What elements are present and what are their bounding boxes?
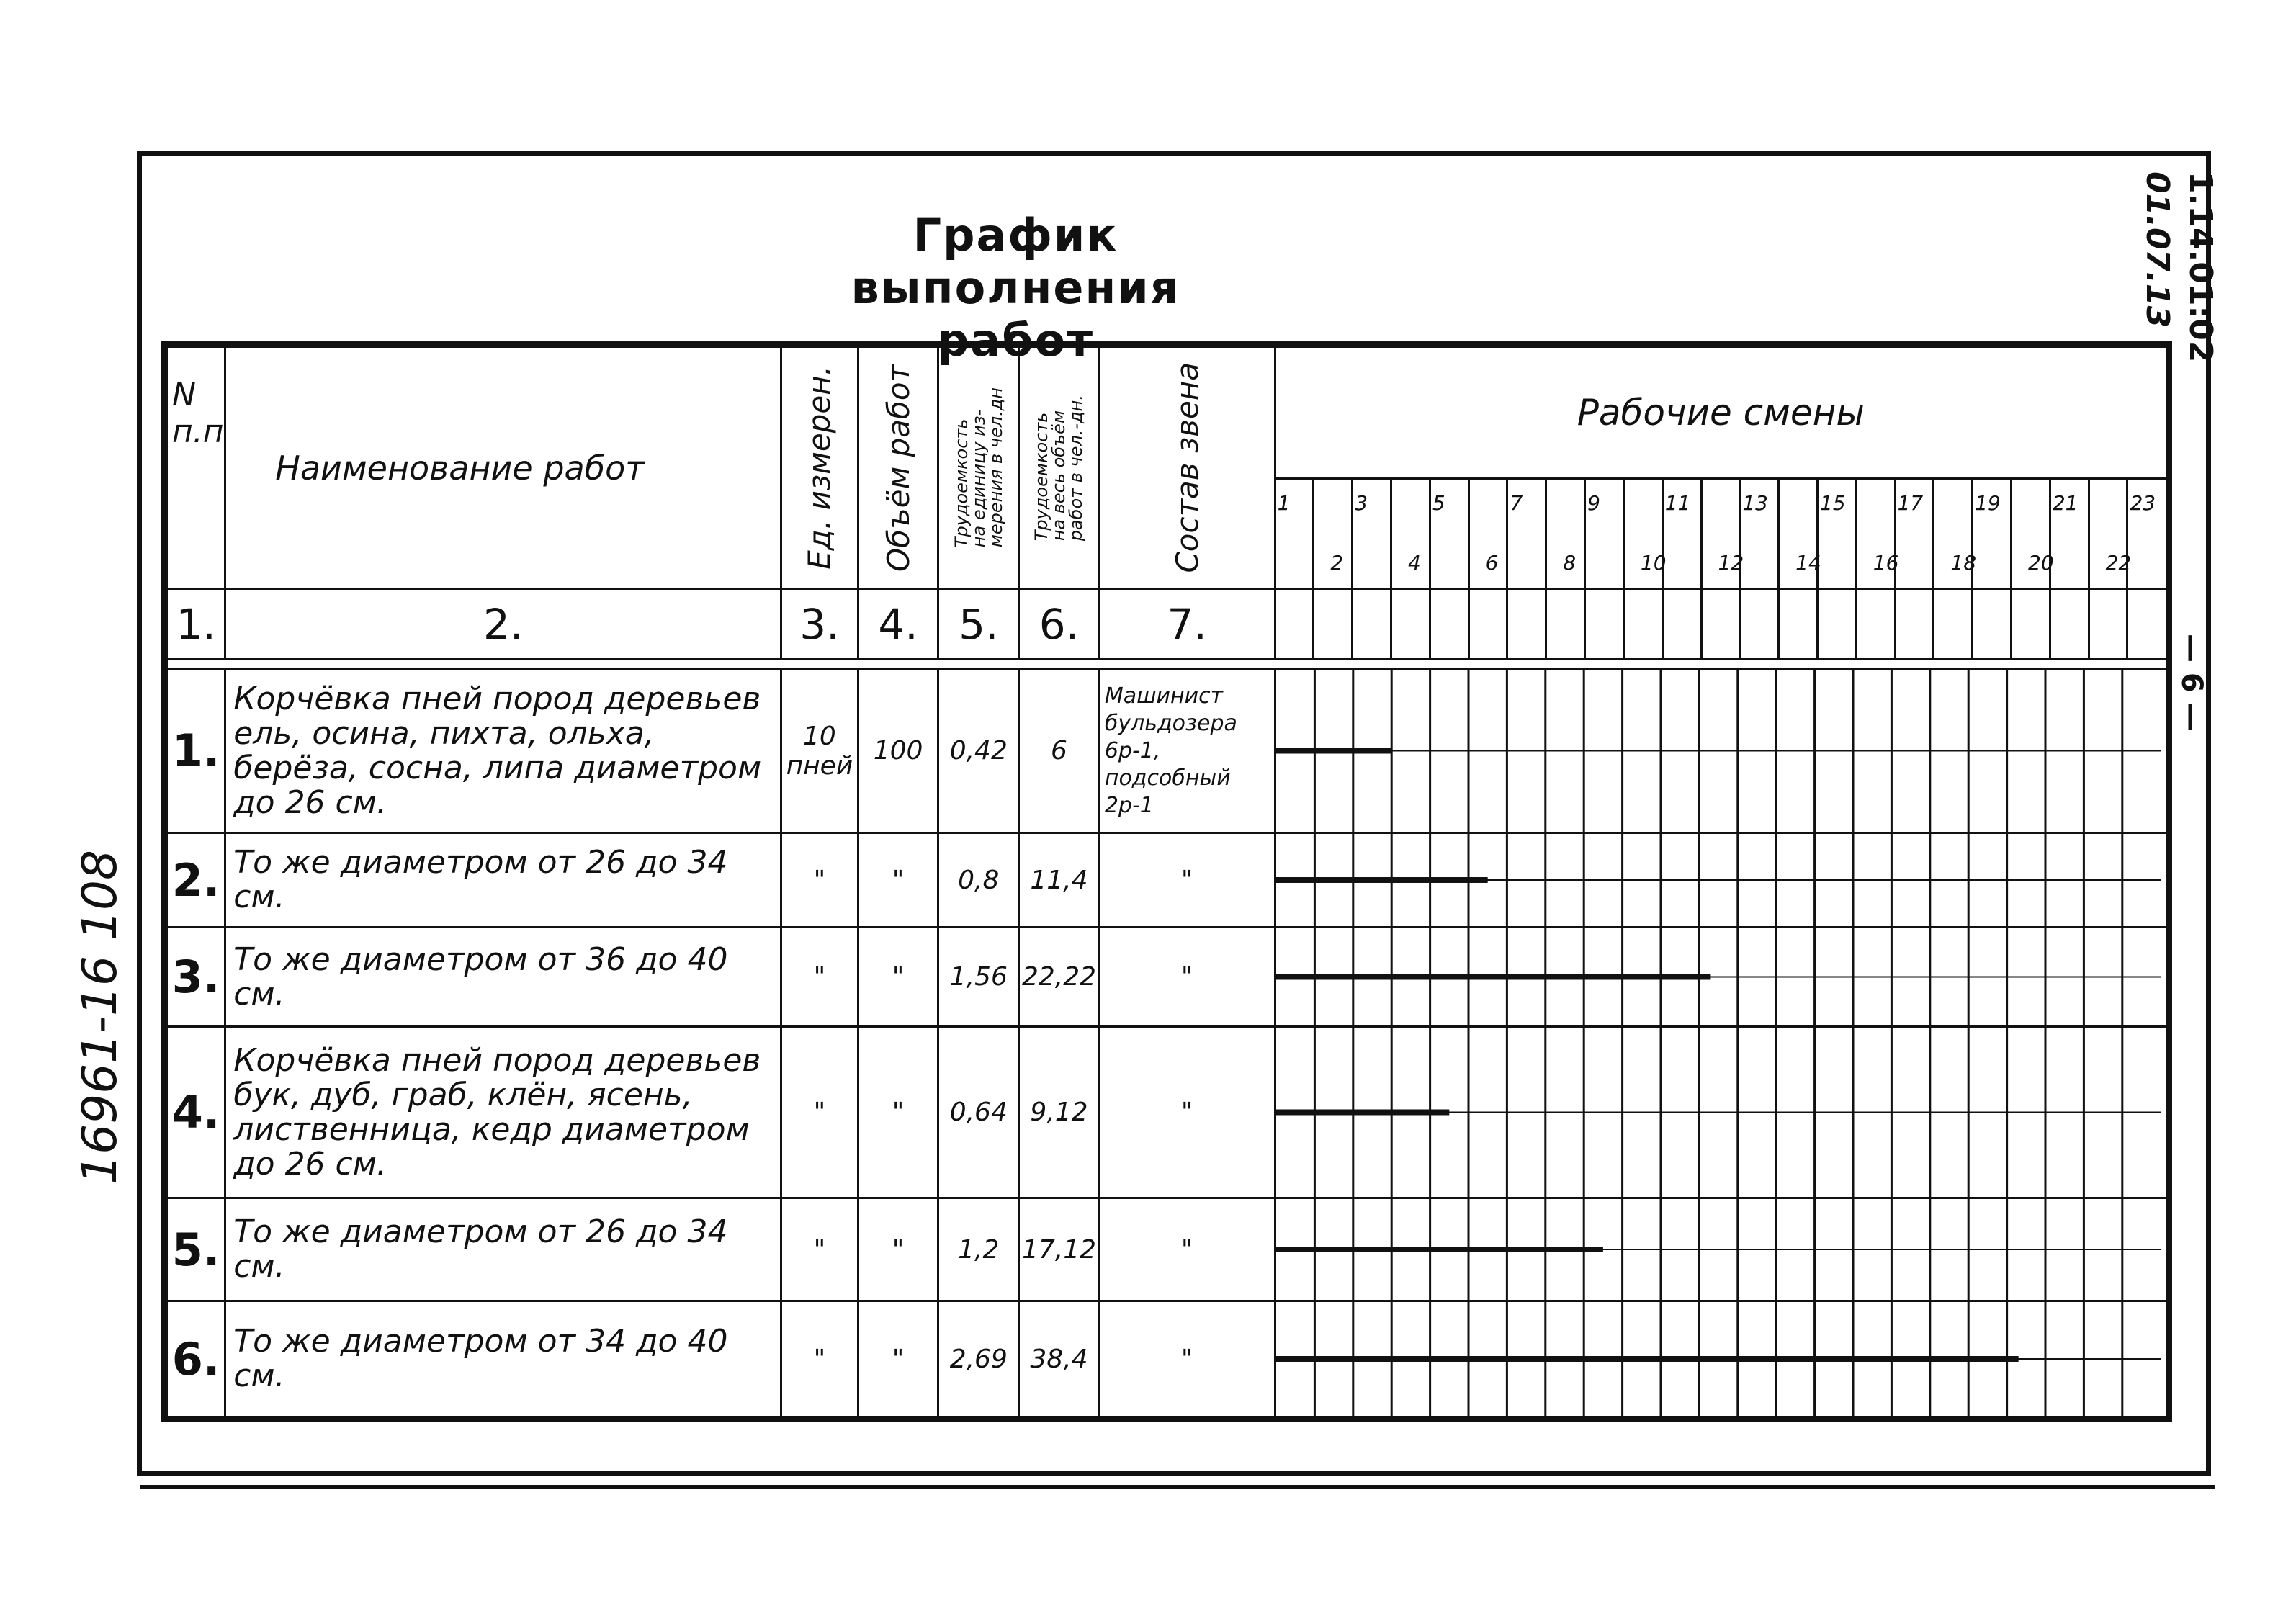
volume-cell: " xyxy=(858,928,938,1027)
column-index-row xyxy=(167,589,2167,660)
shift-number-label: 17 xyxy=(1897,491,1924,515)
row-number: 5. xyxy=(167,1198,225,1301)
labor-unit-cell: 1,56 xyxy=(938,928,1019,1027)
header-volume xyxy=(858,347,938,589)
shift-number-label: 1 xyxy=(1277,491,1291,515)
index-shift-cell xyxy=(1314,589,1353,660)
shift-number-22 xyxy=(2089,479,2132,589)
shift-number-9 xyxy=(1585,479,1624,589)
index-shift-cell xyxy=(1430,589,1468,660)
labor-total-cell: 11,4 xyxy=(1019,833,1100,928)
separator-cell xyxy=(167,660,2167,669)
shift-number-23 xyxy=(2127,479,2167,589)
shift-number-label: 9 xyxy=(1587,491,1600,515)
shift-number-13 xyxy=(1740,479,1779,589)
index-shift-cell xyxy=(2050,589,2089,660)
labor-unit-cell: 0,8 xyxy=(938,833,1019,928)
timeline-grid xyxy=(1276,1302,2161,1416)
shift-number-8 xyxy=(1546,479,1585,589)
timeline-grid xyxy=(1276,1028,2161,1197)
shift-number-label: 13 xyxy=(1742,491,1768,515)
shift-number-6 xyxy=(1468,479,1507,589)
crew-cell: " xyxy=(1099,1198,1275,1301)
table-row xyxy=(167,928,2167,1027)
shift-timeline xyxy=(1275,1301,2166,1417)
header-labor-unit-label: Трудоемкость на единицу из- мерения в чел.дн xyxy=(951,387,1006,548)
labor-total-cell: 38,4 xyxy=(1019,1301,1100,1417)
volume-cell: " xyxy=(858,833,938,928)
work-schedule-table xyxy=(166,346,2168,1418)
unit-cell: " xyxy=(781,1301,858,1417)
index-shift-cell xyxy=(1391,589,1430,660)
crew-cell: Машинист бульдозера 6р-1, подсобный 2р-1 xyxy=(1099,669,1275,833)
shift-number-label: 16 xyxy=(1873,551,1899,575)
table-row xyxy=(167,833,2167,928)
shift-timeline xyxy=(1275,1027,2166,1198)
shift-number-3 xyxy=(1353,479,1391,589)
header-num xyxy=(167,347,225,589)
column-index-1: 1. xyxy=(167,589,225,660)
index-shift-cell xyxy=(2089,589,2127,660)
work-name: То же диаметром от 26 до 34 см. xyxy=(225,833,781,928)
shift-number-label: 20 xyxy=(2028,551,2054,575)
shift-number-label: 6 xyxy=(1485,551,1499,575)
index-shift-cell xyxy=(1546,589,1585,660)
unit-cell: " xyxy=(781,833,858,928)
labor-unit-cell: 0,64 xyxy=(938,1027,1019,1198)
table-row xyxy=(167,669,2167,833)
row-number: 6. xyxy=(167,1301,225,1417)
crew-cell: " xyxy=(1099,833,1275,928)
shift-number-2 xyxy=(1314,479,1353,589)
double-rule-separator xyxy=(167,660,2167,669)
index-shift-cell xyxy=(1779,589,1818,660)
shift-number-label: 7 xyxy=(1510,491,1523,515)
timeline-grid xyxy=(1276,1199,2161,1300)
labor-total-cell: 9,12 xyxy=(1019,1027,1100,1198)
header-name xyxy=(225,347,781,589)
header-shifts-label: Рабочие смены xyxy=(1577,392,1865,434)
row-number: 1. xyxy=(167,669,225,833)
timeline-grid xyxy=(1276,834,2161,926)
doc-code-primary: 1.14.01:02 xyxy=(2182,171,2219,363)
shift-number-label: 18 xyxy=(1950,551,1977,575)
title-word-1: График xyxy=(912,209,1118,261)
page-title xyxy=(706,209,1325,367)
title-word-2: выполнения xyxy=(851,261,1180,314)
volume-cell: 100 xyxy=(858,669,938,833)
column-index-3: 3. xyxy=(781,589,858,660)
header-labor-total xyxy=(1019,347,1100,589)
shift-number-16 xyxy=(1856,479,1899,589)
volume-cell: " xyxy=(858,1301,938,1417)
shift-number-label: 19 xyxy=(1975,491,2001,515)
shift-number-7 xyxy=(1507,479,1546,589)
crew-cell: " xyxy=(1099,1301,1275,1417)
index-shift-cell xyxy=(1662,589,1701,660)
shift-number-label: 15 xyxy=(1819,491,1846,515)
index-shift-cell xyxy=(1275,589,1314,660)
shift-number-label: 23 xyxy=(2130,491,2156,515)
index-shift-cell xyxy=(1740,589,1779,660)
volume-cell: " xyxy=(858,1198,938,1301)
unit-cell: " xyxy=(781,1198,858,1301)
header-volume-label: Объём работ xyxy=(880,364,916,572)
shift-number-11 xyxy=(1662,479,1701,589)
crew-cell: " xyxy=(1099,928,1275,1027)
shift-number-label: 22 xyxy=(2105,551,2132,575)
shift-number-label: 11 xyxy=(1664,491,1691,515)
shift-number-label: 21 xyxy=(2052,491,2078,515)
work-name: То же диаметром от 36 до 40 см. xyxy=(225,928,781,1027)
header-name-label: Наименование работ xyxy=(275,448,645,488)
labor-unit-cell: 0,42 xyxy=(938,669,1019,833)
index-shift-cell xyxy=(1353,589,1391,660)
row-number: 3. xyxy=(167,928,225,1027)
index-shift-cell xyxy=(1585,589,1624,660)
doc-code-secondary: 01.07.13 xyxy=(2139,171,2176,328)
shift-number-5 xyxy=(1430,479,1468,589)
column-index-7: 7. xyxy=(1099,589,1275,660)
work-name: Корчёвка пней пород деревьев ель, осина, пихта, ольха, берёза, сосна, липа диаметром до 26 см. xyxy=(225,669,781,833)
shift-timeline xyxy=(1275,669,2166,833)
shift-number-14 xyxy=(1779,479,1821,589)
labor-total-cell: 6 xyxy=(1019,669,1100,833)
unit-cell: " xyxy=(781,928,858,1027)
index-shift-cell xyxy=(2012,589,2050,660)
index-shift-cell xyxy=(2127,589,2167,660)
index-shift-cell xyxy=(1895,589,1934,660)
shift-number-label: 2 xyxy=(1330,551,1344,575)
column-index-2: 2. xyxy=(225,589,781,660)
row-number: 2. xyxy=(167,833,225,928)
shift-number-label: 12 xyxy=(1718,551,1744,575)
column-index-4: 4. xyxy=(858,589,938,660)
header-labor-unit xyxy=(938,347,1019,589)
column-index-6: 6. xyxy=(1019,589,1100,660)
header-num-label: N п.п xyxy=(172,377,224,450)
work-name: Корчёвка пней пород деревьев бук, дуб, граб, клён, ясень, лиственница, кедр диаметром до 26 см. xyxy=(225,1027,781,1198)
index-shift-cell xyxy=(1934,589,1973,660)
bottom-rule xyxy=(140,1485,2215,1489)
handwritten-side-note: 16961-16 108 xyxy=(72,850,127,1185)
shift-number-4 xyxy=(1391,479,1430,589)
header-labor-total-label: Трудоемкость на весь объём работ в чел.-дн. xyxy=(1031,394,1087,542)
shift-timeline xyxy=(1275,833,2166,928)
row-number: 4. xyxy=(167,1027,225,1198)
shift-timeline xyxy=(1275,928,2166,1027)
labor-total-cell: 17,12 xyxy=(1019,1198,1100,1301)
index-shift-cell xyxy=(1507,589,1546,660)
shift-number-17 xyxy=(1895,479,1934,589)
shift-number-1 xyxy=(1275,479,1314,589)
shift-timeline xyxy=(1275,1198,2166,1301)
index-shift-cell xyxy=(1973,589,2012,660)
index-shift-cell xyxy=(1701,589,1740,660)
index-shift-cell xyxy=(1817,589,1856,660)
page-number: — 6 — xyxy=(2175,634,2208,732)
shift-number-18 xyxy=(1934,479,1977,589)
labor-unit-cell: 2,69 xyxy=(938,1301,1019,1417)
work-name: То же диаметром от 34 до 40 см. xyxy=(225,1301,781,1417)
labor-unit-cell: 1,2 xyxy=(938,1198,1019,1301)
table-row xyxy=(167,1198,2167,1301)
unit-cell: 10 пней xyxy=(781,669,858,833)
column-index-5: 5. xyxy=(938,589,1019,660)
index-shift-cell xyxy=(1623,589,1662,660)
shift-number-21 xyxy=(2050,479,2089,589)
shift-number-15 xyxy=(1817,479,1856,589)
title-word-3: работ xyxy=(936,314,1095,367)
shift-number-10 xyxy=(1623,479,1667,589)
timeline-grid xyxy=(1276,928,2161,1025)
shift-number-12 xyxy=(1701,479,1744,589)
work-name: То же диаметром от 26 до 34 см. xyxy=(225,1198,781,1301)
index-shift-cell xyxy=(1468,589,1507,660)
index-shift-cell xyxy=(1856,589,1895,660)
volume-cell: " xyxy=(858,1027,938,1198)
header-crew-label: Состав звена xyxy=(1169,362,1205,573)
unit-cell: " xyxy=(781,1027,858,1198)
crew-cell: " xyxy=(1099,1027,1275,1198)
header-unit xyxy=(781,347,858,589)
shift-number-20 xyxy=(2012,479,2054,589)
table-row xyxy=(167,1027,2167,1198)
header-crew xyxy=(1099,347,1275,589)
labor-total-cell: 22,22 xyxy=(1019,928,1100,1027)
shift-number-label: 14 xyxy=(1795,551,1821,575)
timeline-grid xyxy=(1276,670,2161,832)
shift-number-label: 8 xyxy=(1563,551,1577,575)
shift-number-label: 4 xyxy=(1408,551,1421,575)
table-row xyxy=(167,1301,2167,1417)
header-shifts xyxy=(1275,347,2166,479)
shift-number-label: 3 xyxy=(1355,491,1368,515)
shift-number-label: 5 xyxy=(1432,491,1445,515)
shift-number-label: 10 xyxy=(1640,551,1667,575)
shift-number-19 xyxy=(1973,479,2012,589)
header-unit-label: Ед. измерен. xyxy=(802,366,838,570)
